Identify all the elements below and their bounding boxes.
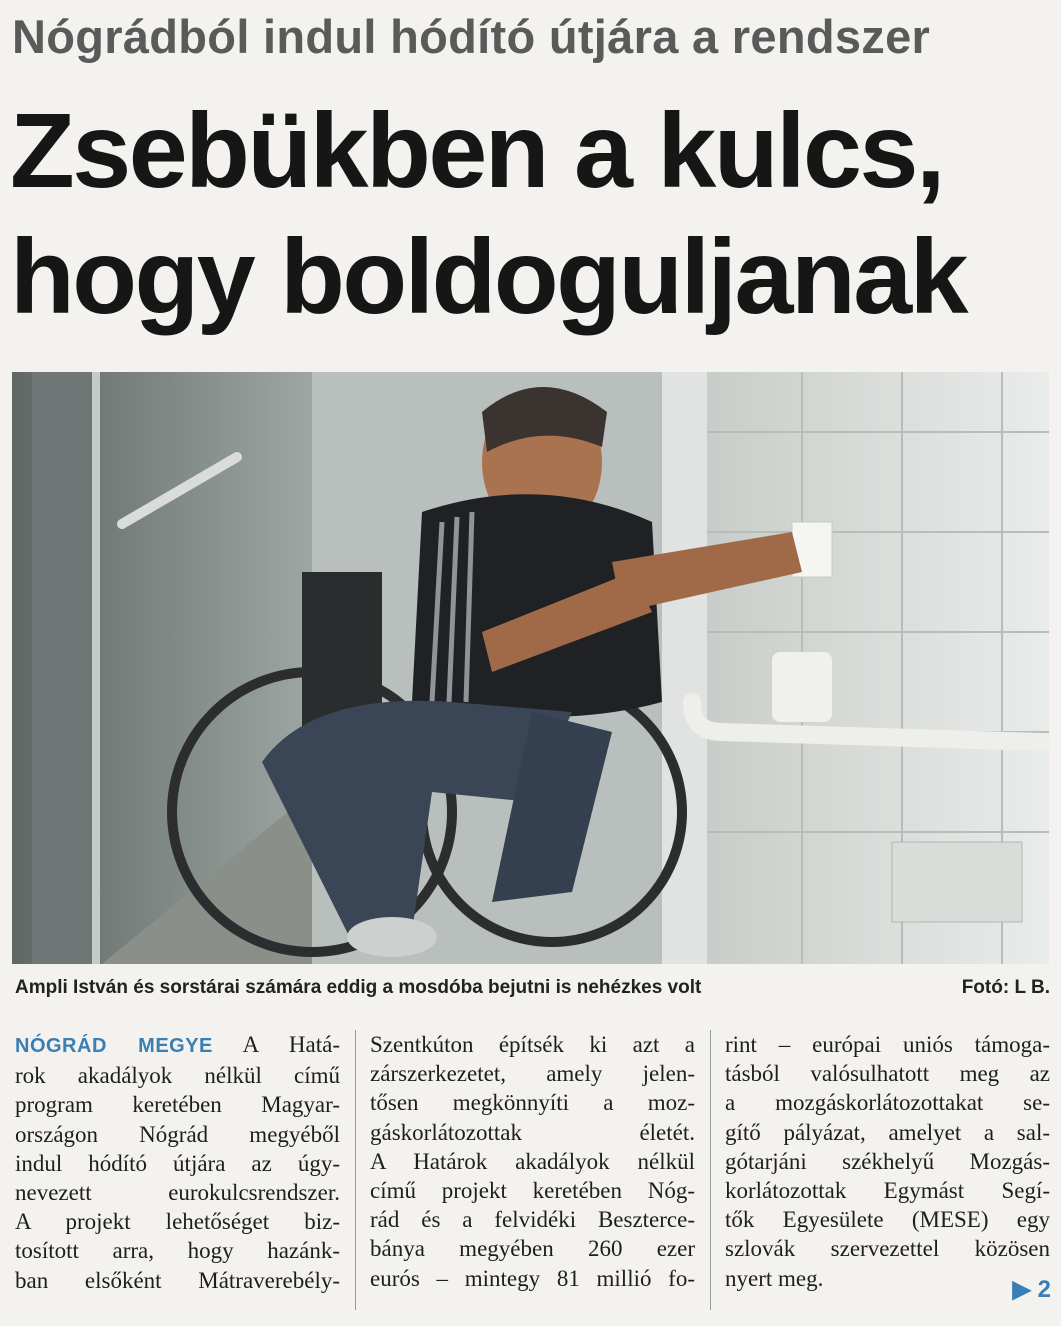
photo-caption <box>15 975 1050 1001</box>
text-line: zárszerkezetet, amely jelen- <box>370 1061 695 1087</box>
headline <box>10 88 1055 340</box>
text-line: Szentkúton építsék ki azt a <box>370 1032 695 1057</box>
text-line: tősen megkönnyíti a moz- <box>370 1090 695 1116</box>
text-line: tosított arra, hogy hazánk- <box>15 1238 340 1264</box>
text-line: tásból valósulhatott meg az <box>725 1061 1050 1087</box>
article-column-1 <box>15 1030 340 1310</box>
text-line: szlovák szervezettel közösen <box>725 1236 1050 1262</box>
continued-on-page: ▶ 2 <box>1012 1276 1051 1303</box>
text-line: A Határok akadályok nélkül <box>370 1148 695 1174</box>
photo-credit: Fotó: L B. <box>961 977 1050 998</box>
dateline: NÓGRÁD MEGYE <box>15 1035 213 1057</box>
article-column-3 <box>725 1030 1050 1310</box>
text-line: gáskorlátozottak életét. <box>370 1119 695 1145</box>
text-line: eurós – mintegy 81 millió fo- <box>370 1265 695 1291</box>
column-rule <box>710 1030 711 1310</box>
text-line: A projekt lehetőséget biz- <box>15 1209 340 1235</box>
text-line: rok akadályok nélkül című <box>15 1063 340 1089</box>
text-line: nyert meg. <box>725 1265 824 1291</box>
text-line: gítő pályázat, amelyet a sal- <box>725 1119 1050 1145</box>
text-line: gótarjáni székhelyű Mozgás- <box>725 1148 1050 1174</box>
text-line: országon Nógrád megyéből <box>15 1121 340 1147</box>
article-photo <box>12 372 1049 964</box>
text-line: rád és a felvidéki Beszterce- <box>370 1207 695 1233</box>
text-line: nevezett eurokulcsrendszer. <box>15 1180 340 1206</box>
headline-line-1: Zsebükben a kulcs, <box>10 92 943 210</box>
text-line: bánya megyében 260 ezer <box>370 1236 695 1262</box>
text-line: program keretében Magyar- <box>15 1092 340 1118</box>
kicker: Nógrádból indul hódító útjára a rendszer <box>12 10 931 63</box>
text-line: rint – európai uniós támoga- <box>725 1032 1050 1057</box>
text-line: indul hódító útjára az úgy- <box>15 1150 340 1176</box>
text-line: ban elsőként Mátraverebély- <box>15 1267 340 1293</box>
headline-line-2: hogy boldoguljanak <box>10 218 967 336</box>
text-line: NÓGRÁD MEGYE A Hatá- <box>15 1032 340 1057</box>
column-rule <box>355 1030 356 1310</box>
caption-text: Ampli István és sorstárai számára eddig a mosdóba bejutni is nehézkes volt <box>15 977 702 998</box>
text-line: a mozgáskorlátozottakat se- <box>725 1090 1050 1116</box>
text-line: korlátozottak Egymást Segí- <box>725 1178 1050 1204</box>
text-line: című projekt keretében Nóg- <box>370 1178 695 1204</box>
article-column-2 <box>370 1030 695 1310</box>
text-line: tők Egyesülete (MESE) egy <box>725 1207 1050 1233</box>
